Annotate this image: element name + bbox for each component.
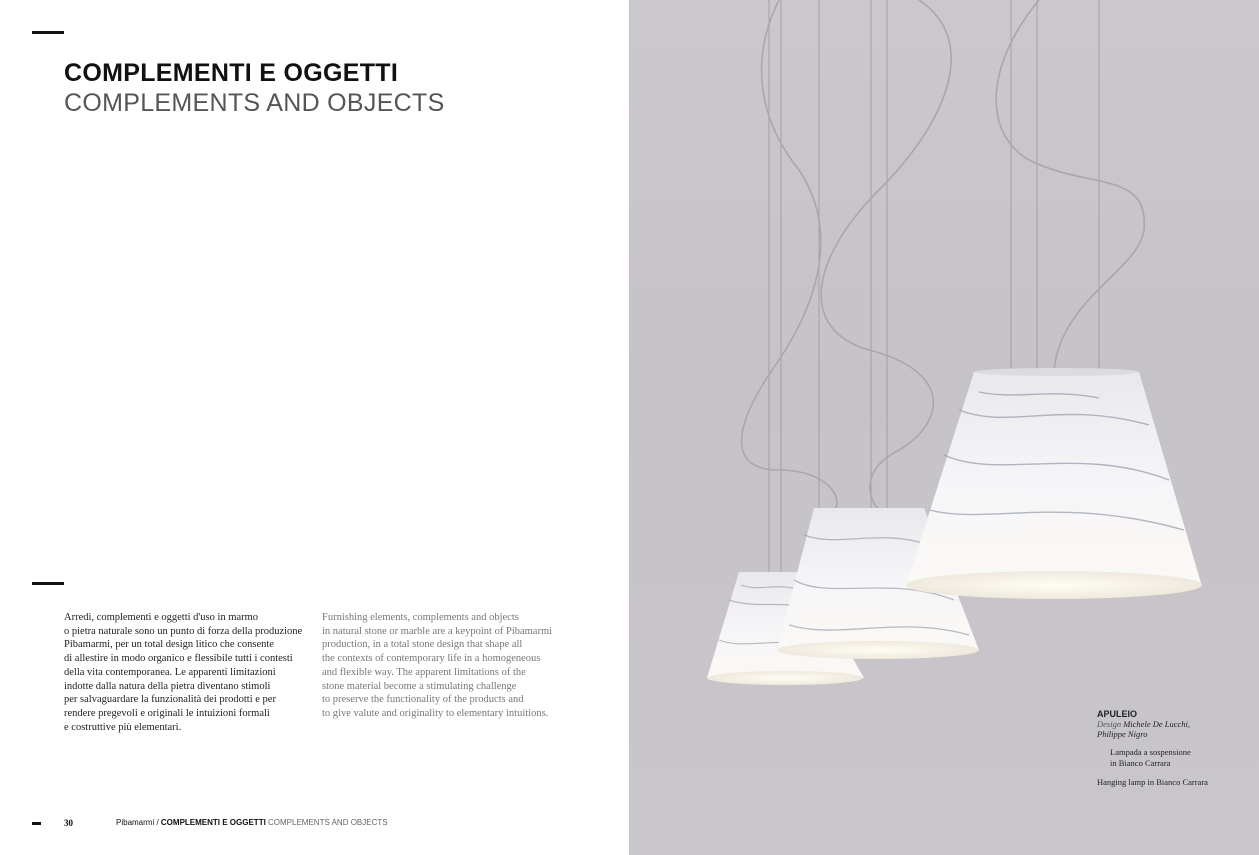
english-text-line: in natural stone or marble are a keypoint of Pibamarmi [322,625,553,637]
top-divider [32,31,64,34]
designer-credit [1097,720,1208,739]
english-text-line: stone material become a stimulating challenge [322,680,517,692]
page-number: 30 [64,818,73,828]
body-divider [32,582,64,585]
english-text-line: to preserve the functionality of the products and [322,694,524,706]
designer-1: Michele De Lucchi, [1123,719,1191,729]
left-page [0,0,629,855]
italian-text-line: Arredi, complementi e oggetti d'uso in marmo [64,612,259,623]
description-italian: Lampada a sospensione in Bianco Carrara [1110,747,1191,768]
italian-text-line: della vita contemporanea. Le apparenti limitazioni [64,666,276,678]
designer-2: Philippe Nigro [1097,728,1148,739]
lamp-large [906,368,1202,599]
english-text-line: the contexts of contemporary life in a homogeneous [322,653,541,665]
description-english: Hanging lamp in Bianco Carrara [1097,777,1208,787]
footer-brand: Pibamarmi [116,818,155,827]
italian-text-line: rendere pregevoli e originali le intuizioni formali [64,707,270,719]
italian-text-line: e costruttive più elementari. [64,721,182,733]
body-text-english [322,611,552,721]
footer-dash [32,822,41,825]
footer-section-it: COMPLEMENTI E OGGETTI [160,818,266,827]
footer-section-en: COMPLEMENTS AND OBJECTS [265,818,388,827]
italian-text-line: o pietra naturale sono un punto di forza della produzione [64,625,303,637]
footer-running-head [116,818,388,827]
product-name: APULEIO [1097,709,1138,719]
footer-separator: / [154,818,161,827]
italian-text-line: indotte dalla natura della pietra diventano stimoli [64,680,271,692]
english-text-line: to give valute and originality to elementary intuitions. [322,707,549,719]
page-subtitle: COMPLEMENTS AND OBJECTS [64,89,445,117]
product-caption [1097,709,1208,788]
english-text-line: production, in a total stone design that shape all [322,639,523,651]
english-text-line: and flexible way. The apparent limitations of the [322,666,526,678]
italian-text-line: per salvaguardare la funzionalità dei prodotti e per [64,694,276,706]
page-title: COMPLEMENTI E OGGETTI [64,59,399,87]
english-text-line: Furnishing elements, complements and objects [322,612,519,623]
italian-text-line: Pibamarmi, per un total design litico che consente [64,639,274,651]
body-text-italian [64,611,302,734]
design-label: Design [1097,719,1122,729]
italian-text-line: di allestire in modo organico e flessibile tutti i contesti [64,653,293,665]
